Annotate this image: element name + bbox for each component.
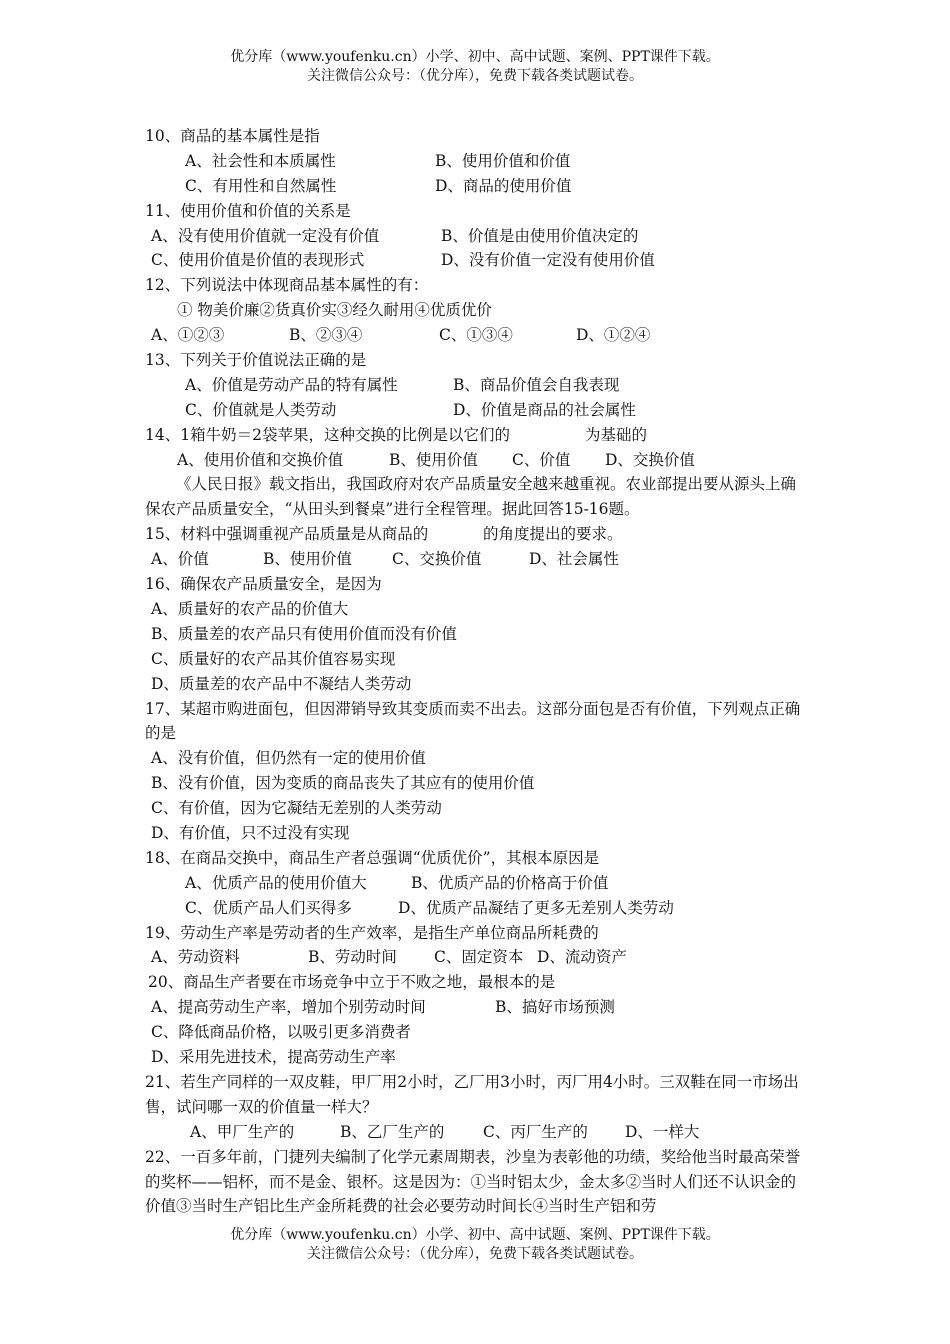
q19-option-c: C、固定资本 (434, 948, 524, 967)
q17-option-d: D、有价值，只不过没有实现 (151, 824, 350, 842)
q20-option-c: C、降低商品价格，以吸引更多消费者 (151, 1023, 411, 1042)
q15-option-c: C、交换价值 (392, 550, 482, 569)
q14-option-a: A、使用价值和交换价值 (177, 450, 344, 469)
q13-options-row2 (145, 398, 810, 423)
q19-options (145, 945, 810, 970)
q14-stem-line (145, 423, 810, 448)
q18-option-c: C、优质产品人们买得多 (185, 898, 352, 917)
q11-option-a: A、没有使用价值就一定没有价值 (151, 226, 380, 245)
q14-option-d: D、交换价值 (605, 450, 695, 469)
page-footer (0, 1226, 950, 1264)
q12-option-d: D、①②④ (576, 326, 651, 345)
header-line-1: 优分库（www.youfenku.cn）小学、初中、高中试题、案例、PPT课件下载。 (230, 49, 720, 65)
reading-material: 《人民日报》载文指出，我国政府对农产品质量安全越来越重视。农业部提出要从源头上确保农产品质量安全，“从田头到餐桌”进行全程管理。据此回答15-16题。 (145, 475, 797, 519)
q17-option-c: C、有价值，因为它凝结无差别的人类劳动 (151, 799, 442, 818)
q11-option-b: B、价值是由使用价值决定的 (441, 226, 639, 245)
q12-option-b: B、②③④ (289, 326, 363, 345)
footer-line-1: 优分库（www.youfenku.cn）小学、初中、高中试题、案例、PPT课件下载。 (230, 1227, 720, 1243)
q18-option-a: A、优质产品的使用价值大 (185, 873, 367, 892)
q10-options-row2 (145, 174, 810, 199)
q17-option-b: B、没有价值，因为变质的商品丧失了其应有的使用价值 (151, 774, 535, 793)
q17-option-a: A、没有价值，但仍然有一定的使用价值 (151, 749, 426, 768)
q13-option-b: B、商品价值会自我表现 (453, 375, 620, 394)
q16-option-b: B、质量差的农产品只有使用价值而没有价值 (151, 624, 457, 643)
q12-option-c: C、①③④ (439, 326, 513, 345)
q12-option-a: A、①②③ (151, 326, 225, 345)
q16-option-c: C、质量好的农产品其价值容易实现 (151, 649, 396, 668)
q15-option-b: B、使用价值 (263, 550, 352, 569)
q21-options (145, 1120, 810, 1145)
q15-stem-line (145, 522, 810, 547)
q10-options-row1 (145, 149, 810, 174)
q11-options-row1 (145, 224, 810, 249)
q12-options (145, 323, 810, 348)
q16-option-d: D、质量差的农产品中不凝结人类劳动 (151, 674, 412, 693)
q13-option-d: D、价值是商品的社会属性 (453, 400, 636, 419)
q20-stem: 20、商品生产者要在市场竞争中立于不败之地，最根本的是 (148, 973, 556, 992)
q14-stem-end: 为基础的 (585, 425, 648, 444)
q13-option-c: C、价值就是人类劳动 (185, 400, 337, 419)
q18-stem: 18、在商品交换中，商品生产者总强调“优质优价”，其根本原因是 (145, 848, 600, 867)
q10-option-b: B、使用价值和价值 (435, 151, 571, 170)
q15-stem-end: 的角度提出的要求。 (483, 525, 623, 544)
q15-option-a: A、价值 (151, 550, 209, 569)
q10-option-d: D、商品的使用价值 (435, 176, 572, 195)
q10-option-a: A、社会性和本质属性 (185, 151, 336, 170)
page-header (0, 48, 950, 86)
q18-option-d: D、优质产品凝结了更多无差别人类劳动 (398, 898, 674, 917)
q18-options-row2 (145, 896, 810, 921)
q11-stem: 11、使用价值和价值的关系是 (145, 201, 351, 220)
exam-content (145, 124, 810, 1219)
q22-stem: 22、一百多年前，门捷列夫编制了化学元素周期表，沙皇为表彰他的功绩，奖给他当时最高荣誉的奖杯——铝杯，而不是金、银杯。这是因为：①当时铝太少，金太多②当时人们还不认识金的价值③当时生产铝比生产金所耗费的社会必要劳动时间长④当时生产铝和劳 (145, 1147, 801, 1216)
q20-option-a: A、提高劳动生产率，增加个别劳动时间 (151, 998, 426, 1017)
q14-options (145, 448, 810, 473)
q19-option-b: B、劳动时间 (308, 948, 397, 967)
q19-option-a: A、劳动资料 (151, 948, 240, 967)
q21-option-a: A、甲厂生产的 (190, 1122, 295, 1141)
header-line-2: 关注微信公众号：（优分库），免费下载各类试题试卷。 (307, 68, 643, 84)
q14-stem: 14、1箱牛奶＝2袋苹果，这种交换的比例是以它们的 (145, 425, 510, 444)
q13-option-a: A、价值是劳动产品的特有属性 (185, 375, 398, 394)
q21-stem: 21、若生产同样的一双皮鞋，甲厂用2小时，乙厂用3小时，丙厂用4小时。三双鞋在同一市场出售，试问哪一双的价值量一样大？ (145, 1072, 799, 1116)
q21-option-b: B、乙厂生产的 (340, 1122, 445, 1141)
q15-option-d: D、社会属性 (529, 550, 619, 569)
q20-option-d: D、采用先进技术，提高劳动生产率 (151, 1048, 396, 1067)
q11-option-c: C、使用价值是价值的表现形式 (151, 251, 365, 270)
q17-stem: 17、某超市购进面包，但因滞销导致其变质而卖不出去。这部分面包是否有价值，下列观点正确的是 (145, 699, 801, 743)
q15-stem: 15、材料中强调重视产品质量是从商品的 (145, 525, 429, 544)
q12-stem: 12、下列说法中体现商品基本属性的有： (145, 276, 429, 295)
q19-stem: 19、劳动生产率是劳动者的生产效率，是指生产单位商品所耗费的 (145, 923, 599, 942)
q21-option-c: C、丙厂生产的 (483, 1122, 588, 1141)
q14-option-c: C、价值 (512, 450, 571, 469)
q13-stem: 13、下列关于价值说法正确的是 (145, 351, 367, 370)
q10-stem: 10、商品的基本属性是指 (145, 127, 320, 145)
q13-options-row1 (145, 373, 810, 398)
q11-option-d: D、没有价值一定没有使用价值 (441, 251, 655, 270)
q16-option-a: A、质量好的农产品的价值大 (151, 599, 349, 618)
q10-option-c: C、有用性和自然属性 (185, 176, 337, 195)
q20-options-row1 (145, 995, 810, 1020)
q12-items: ① 物美价廉②货真价实③经久耐用④优质优价 (177, 301, 492, 320)
q21-option-d: D、一样大 (625, 1122, 700, 1141)
footer-line-2: 关注微信公众号：（优分库），免费下载各类试题试卷。 (307, 1246, 643, 1262)
q18-options-row1 (145, 871, 810, 896)
q18-option-b: B、优质产品的价格高于价值 (411, 873, 609, 892)
q20-option-b: B、搞好市场预测 (495, 998, 615, 1017)
q19-option-d: D、流动资产 (537, 948, 627, 967)
q14-option-b: B、使用价值 (389, 450, 478, 469)
q16-stem: 16、确保农产品质量安全，是因为 (145, 575, 382, 594)
q15-options (145, 547, 810, 572)
q11-options-row2 (145, 248, 810, 273)
